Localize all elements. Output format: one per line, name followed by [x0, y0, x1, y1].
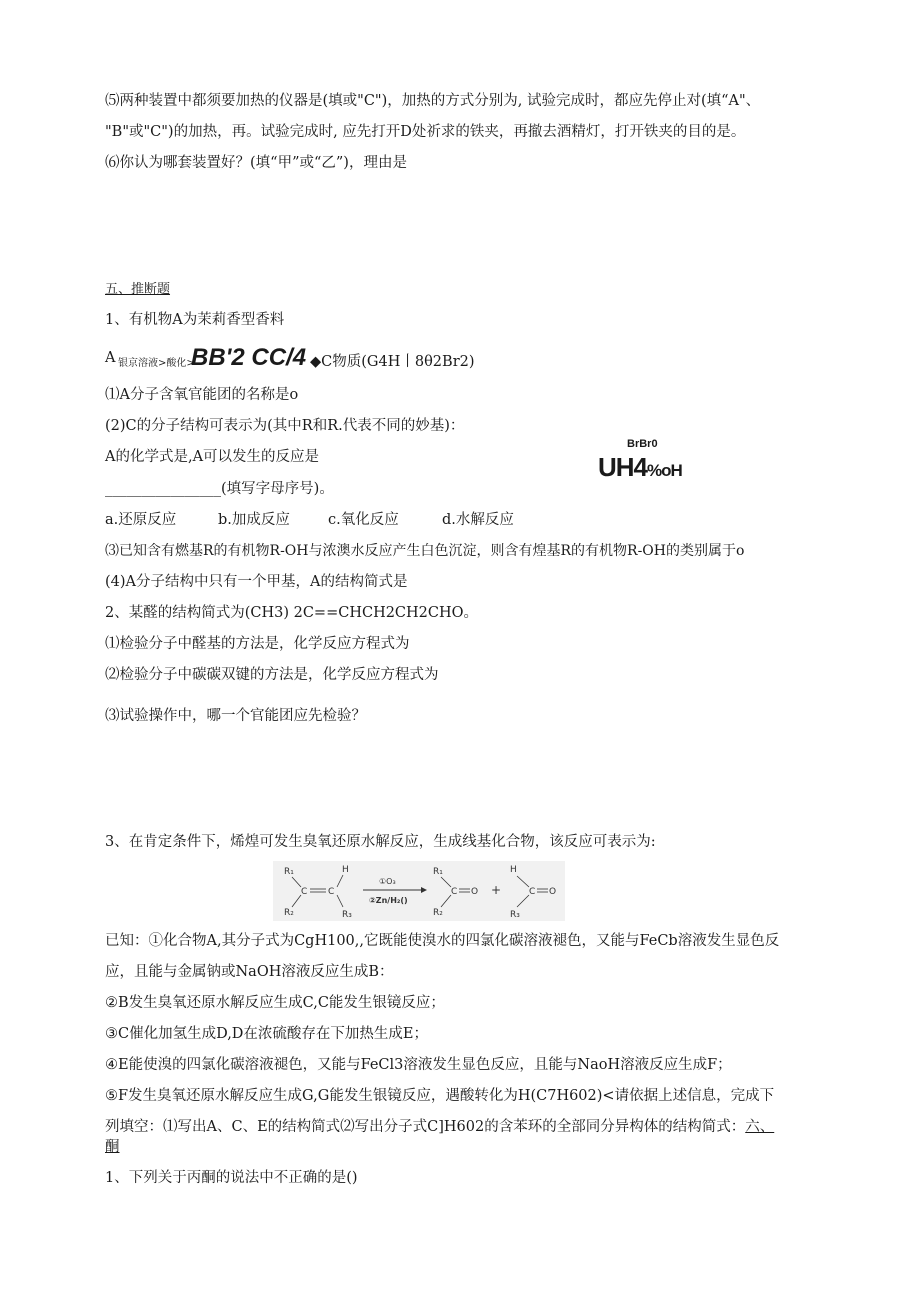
option-b: b.加成反应	[218, 512, 290, 528]
question-6: ⑹你认为哪套装置好？(填“甲”或“乙”)，理由是	[105, 155, 407, 171]
structure-formula-sub: %oH	[647, 461, 682, 480]
option-a: a.还原反应	[105, 512, 177, 528]
known-condition-5: ⑤F发生臭氧还原水解反应生成G,G能发生银镜反应，遇酸转化为H(C7H602)<请依据上述信息，完成下	[105, 1088, 775, 1104]
known-condition-4: ④E能使溴的四氯化碳溶液褪色，又能与FeCl3溶液发生显色反应，且能与NaoH溶液反应生成F；	[105, 1057, 732, 1073]
known-condition-5b	[105, 1117, 774, 1137]
structure-label-top: BrBr0	[627, 438, 658, 450]
rxn-r2-left: R₂	[284, 908, 294, 918]
problem-1: 1、有机物A为茉莉香型香料	[105, 312, 285, 328]
scheme-reagents: BB'2 CC/4	[191, 344, 307, 371]
problem-1-part-2: (2)C的分子结构可表示为(其中R和R.代表不同的妙基)：	[105, 418, 465, 434]
answer-blank-line: ________________(填写字母序号)。	[105, 481, 334, 497]
question-5-line2: "B"或"C")的加热，再。试验完成时, 应先打开D处祈求的铁夹，再撤去酒精灯，打开铁夹的目的是。	[105, 124, 746, 140]
rxn-step-2: ②Zn/H₂()	[369, 896, 408, 905]
rxn-h-left: H	[342, 865, 349, 875]
problem-6-1: 1、下列关于丙酮的说法中不正确的是()	[105, 1170, 358, 1186]
rxn-bond	[337, 895, 343, 907]
problem-1-part-1: ⑴A分子含氧官能团的名称是o	[105, 387, 299, 403]
rxn-step-1: ①O₃	[379, 877, 396, 886]
structure-formula	[598, 452, 682, 483]
rxn-c1: C	[301, 887, 308, 897]
scheme-product: ◆C物质(G4H丨8θ2Br2)	[310, 354, 475, 370]
problem-1-part-2b: A的化学式是,A可以发生的反应是	[105, 449, 320, 465]
known-condition-2: ②B发生臭氧还原水解反应生成C,C能发生银镜反应；	[105, 995, 445, 1011]
rxn-r3-right: R₃	[510, 910, 520, 920]
known-condition-1: 已知：①化合物A,其分子式为CgH100,,它既能使溴水的四氯化碳溶液褪色，又能与FeCb溶液发生显色反	[105, 933, 780, 949]
problem-2: 2、某醛的结构简式为(CH3) 2C==CHCH2CH2CHO。	[105, 605, 479, 621]
problem-1-part-3: ⑶已知含有燃基R的有机物R-OH与浓澳水反应产生白色沉淀，则含有煌基R的有机物R-OH的类别属于o	[105, 543, 745, 559]
option-c: c.氧化反应	[328, 512, 399, 528]
options-row	[105, 510, 514, 530]
rxn-arrow-head	[421, 887, 427, 893]
rxn-bond	[517, 876, 529, 887]
structure-formula-main: UH4	[598, 452, 648, 482]
section-heading-6-part2: 酮	[105, 1139, 120, 1155]
rxn-h-right: H	[510, 865, 517, 875]
rxn-bond	[441, 877, 451, 887]
section-heading-6-part1: 六、	[745, 1119, 775, 1135]
rxn-r1-left: R₁	[284, 867, 294, 877]
rxn-bond	[292, 877, 301, 887]
rxn-c2: C	[328, 887, 335, 897]
known-condition-5b-text: 列填空：⑴写出A、C、E的结构简式⑵写出分子式C]H602的含苯环的全部同分异构体的结构简式：	[105, 1119, 746, 1135]
rxn-o2: O	[549, 887, 557, 897]
rxn-plus: +	[491, 883, 502, 897]
known-condition-1b: 应，且能与金属钠或NaOH溶液反应生成B：	[105, 964, 394, 980]
problem-1-part-4: (4)A分子结构中只有一个甲基，A的结构简式是	[105, 574, 408, 590]
scheme-conditions: 银京溶液>酸化>	[118, 358, 195, 369]
rxn-bond	[441, 895, 451, 907]
rxn-r1-right: R₁	[433, 867, 443, 877]
rxn-c4: C	[529, 887, 536, 897]
option-d: d.水解反应	[442, 512, 514, 528]
rxn-bond	[292, 895, 301, 907]
rxn-o1: O	[471, 887, 479, 897]
problem-3: 3、在肯定条件下，烯煌可发生臭氧还原水解反应，生成线基化合物，该反应可表示为:	[105, 834, 656, 850]
problem-2-part-1: ⑴检验分子中醛基的方法是，化学反应方程式为	[105, 636, 410, 652]
problem-2-part-2: ⑵检验分子中碳碳双键的方法是，化学反应方程式为	[105, 667, 439, 683]
rxn-r2-right: R₂	[433, 908, 443, 918]
ozonolysis-reaction-scheme	[273, 861, 565, 921]
problem-2-part-3: ⑶试验操作中，哪一个官能团应先检验？	[105, 708, 366, 724]
question-5-line1: ⑸两种装置中都须要加热的仪器是(填或"C")，加热的方式分别为, 试验完成时，都应先停止对(填“A"、	[105, 93, 761, 109]
section-heading-5: 五、推断题	[105, 282, 171, 297]
known-condition-3: ③C催化加氢生成D,D在浓硫酸存在下加热生成E；	[105, 1026, 429, 1042]
scheme-reactant: A	[105, 350, 116, 366]
rxn-bond	[337, 875, 343, 887]
rxn-r3-left: R₃	[342, 910, 352, 920]
rxn-c3: C	[451, 887, 458, 897]
rxn-bond	[517, 895, 529, 907]
